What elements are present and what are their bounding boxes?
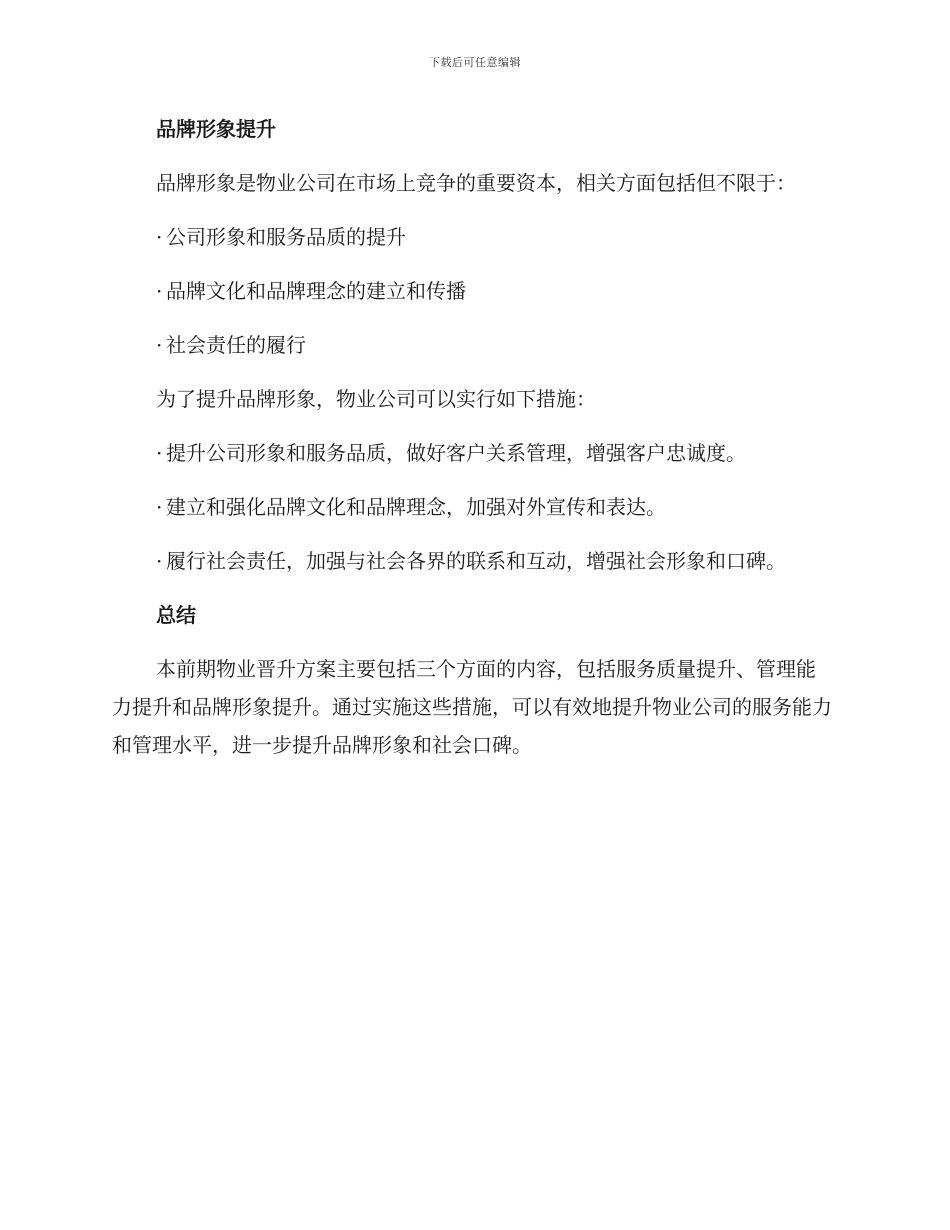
bullet-icon: ·	[156, 495, 163, 519]
measure-text: 履行社会责任，加强与社会各界的联系和互动，增强社会形象和口碑。	[166, 549, 786, 573]
measure-list-item	[112, 488, 832, 526]
brand-image-intro-paragraph: 品牌形象是物业公司在市场上竞争的重要资本，相关方面包括但不限于：	[156, 171, 796, 195]
measure-text: 建立和强化品牌文化和品牌理念，加强对外宣传和表达。	[166, 495, 666, 519]
document-body	[112, 110, 832, 780]
aspect-list-item	[112, 218, 832, 256]
aspect-list-item	[112, 326, 832, 364]
bullet-icon: ·	[156, 441, 163, 465]
section-heading-brand-image: 品牌形象提升	[156, 117, 276, 141]
aspect-text: 品牌文化和品牌理念的建立和传播	[166, 279, 466, 303]
bullet-icon: ·	[156, 225, 163, 249]
section-heading-summary: 总结	[156, 603, 196, 627]
page-header-note: 下载后可任意编辑	[429, 56, 521, 69]
aspect-text: 社会责任的履行	[166, 333, 306, 357]
bullet-icon: ·	[156, 279, 163, 303]
bullet-icon: ·	[156, 333, 163, 357]
aspect-text: 公司形象和服务品质的提升	[166, 225, 406, 249]
measure-list-item	[112, 542, 832, 580]
measures-intro-paragraph: 为了提升品牌形象，物业公司可以实行如下措施：	[156, 387, 596, 411]
measure-list-item	[112, 434, 832, 472]
bullet-icon: ·	[156, 549, 163, 573]
aspect-list-item	[112, 272, 832, 310]
measure-text: 提升公司形象和服务品质，做好客户关系管理，增强客户忠诚度。	[166, 441, 746, 465]
summary-paragraph: 本前期物业晋升方案主要包括三个方面的内容，包括服务质量提升、管理能力提升和品牌形象提升。通过实施这些措施，可以有效地提升物业公司的服务能力和管理水平，进一步提升品牌形象和社会口碑。	[112, 657, 832, 757]
